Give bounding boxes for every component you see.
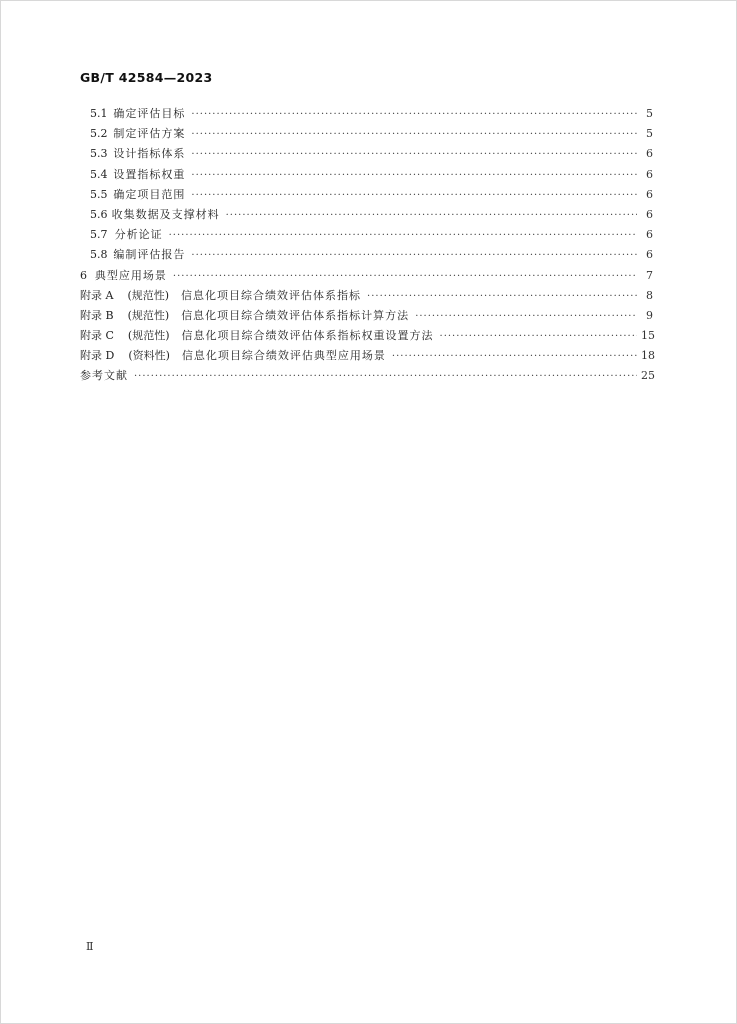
toc-entry-title: 信息化项目综合绩效评估体系指标 [181, 288, 362, 302]
toc-entry-title: 制定评估方案 [113, 127, 186, 141]
toc-entry-number: 5.2 [90, 127, 108, 141]
toc-entry-title: 分析论证 [114, 228, 163, 242]
toc-entry-page: 25 [641, 369, 655, 383]
toc-entry-number: 附录 C [80, 329, 114, 343]
toc-entry[interactable] [80, 124, 653, 144]
toc-entry[interactable] [80, 306, 653, 326]
toc-entry-title: 参考文献 [80, 369, 128, 383]
toc-dot-leader [191, 186, 637, 206]
toc-entry-classification: (规范性) [127, 329, 170, 343]
toc-entry[interactable] [80, 245, 653, 265]
toc-entry[interactable] [80, 286, 653, 306]
toc-entry-page: 6 [646, 167, 653, 181]
toc-entry-number: 附录 B [80, 308, 114, 322]
toc-dot-leader [392, 347, 637, 367]
toc-dot-leader [191, 145, 637, 165]
toc-entry-page: 6 [646, 248, 653, 262]
toc-entry-page: 6 [646, 187, 653, 201]
toc-entry-title: 设计指标体系 [113, 147, 186, 161]
toc-entry-number: 5.1 [90, 107, 108, 120]
toc-dot-leader [169, 226, 637, 246]
toc-entry-title: 确定评估目标 [113, 107, 186, 120]
toc-dot-leader [191, 246, 637, 266]
toc-entry[interactable] [80, 144, 653, 164]
toc-entry[interactable] [80, 104, 653, 124]
toc-entry-page: 15 [641, 329, 655, 343]
toc-entry-number: 5.3 [90, 147, 108, 161]
toc-entry[interactable] [80, 165, 653, 185]
toc-dot-leader [226, 206, 637, 226]
toc-entry-title: 信息化项目综合绩效评估典型应用场景 [181, 349, 386, 363]
toc-dot-leader [191, 105, 637, 125]
toc-entry-classification: (资料性) [128, 349, 170, 363]
toc-entry-page: 6 [646, 147, 653, 161]
toc-entry-title: 信息化项目综合绩效评估体系指标权重设置方法 [181, 329, 434, 343]
toc-entry-page: 5 [646, 107, 653, 120]
toc-dot-leader [191, 166, 637, 186]
toc-entry-classification: (规范性) [127, 288, 170, 302]
toc-entry-title: 收集数据及支撑材料 [111, 207, 220, 221]
toc-entry-page: 7 [646, 268, 653, 282]
toc-entry-page: 6 [646, 228, 653, 242]
toc-dot-leader [173, 267, 637, 287]
toc-entry-page: 8 [646, 288, 653, 302]
toc-entry-title: 典型应用场景 [94, 268, 167, 282]
toc-entry-page: 5 [646, 127, 653, 141]
toc-entry[interactable] [80, 185, 653, 205]
toc-entry[interactable] [80, 326, 653, 346]
toc-entry-classification: (规范性) [127, 308, 170, 322]
toc-entry-number: 6 [80, 268, 87, 282]
toc-entry[interactable] [80, 346, 653, 366]
toc-dot-leader [134, 367, 637, 387]
toc-entry-page: 18 [641, 349, 655, 363]
toc-entry-number: 5.5 [90, 187, 108, 201]
toc-entry-number: 5.6 [90, 207, 108, 221]
toc-entry-number: 5.8 [90, 248, 108, 262]
toc-entry-page: 6 [646, 207, 653, 221]
page-folio: Ⅱ [86, 940, 94, 953]
toc-entry[interactable] [80, 205, 653, 225]
toc-dot-leader [440, 327, 637, 347]
toc-entry[interactable] [80, 225, 653, 245]
toc-entry[interactable] [80, 266, 653, 286]
toc-entry-title: 编制评估报告 [113, 248, 186, 262]
toc-entry-number: 5.4 [90, 167, 108, 181]
toc-entry[interactable] [80, 366, 653, 386]
toc-entry-title: 信息化项目综合绩效评估体系指标计算方法 [181, 308, 410, 322]
toc-dot-leader [367, 287, 637, 307]
toc-entry-number: 附录 D [80, 349, 115, 363]
table-of-contents [80, 104, 653, 387]
toc-entry-number: 附录 A [80, 288, 114, 302]
toc-dot-leader [415, 307, 637, 327]
toc-dot-leader [191, 125, 637, 145]
toc-entry-title: 确定项目范围 [113, 187, 186, 201]
toc-entry-number: 5.7 [90, 228, 108, 242]
toc-entry-page: 9 [646, 308, 653, 322]
toc-entry-title: 设置指标权重 [113, 167, 186, 181]
standard-code: GB/T 42584—2023 [80, 70, 213, 85]
